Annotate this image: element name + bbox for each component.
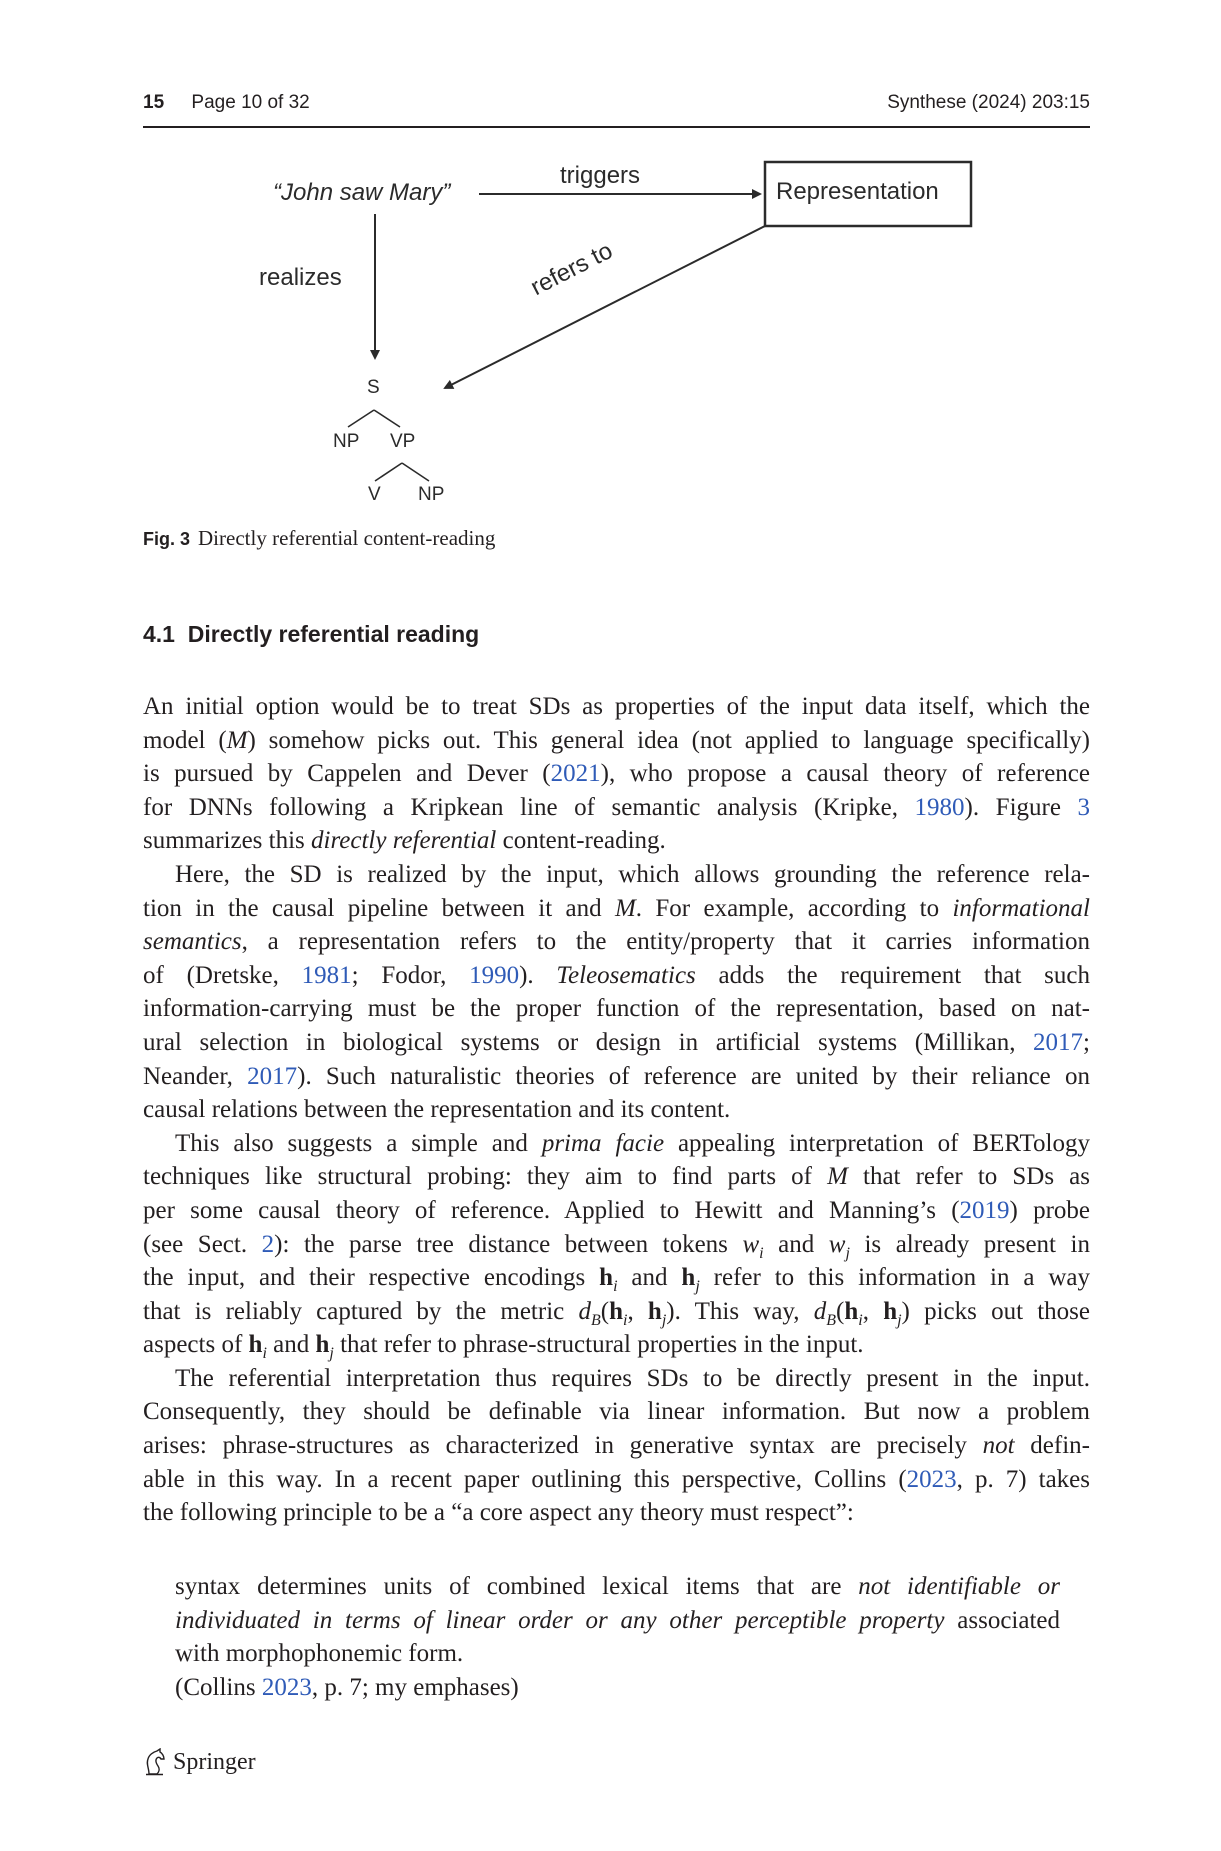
- text-line: of (Dretske, 1981; Fodor, 1990). Teleosematics adds the requirement that such: [143, 961, 1090, 989]
- representation-label: Representation: [776, 178, 939, 205]
- citation-link[interactable]: 2019: [959, 1196, 1010, 1224]
- section-heading: [143, 621, 479, 648]
- tree-node-np: NP: [333, 431, 360, 452]
- sentence-label: “John saw Mary”: [273, 179, 451, 206]
- triggers-label: triggers: [560, 162, 641, 189]
- citation-link[interactable]: 2017: [247, 1062, 298, 1090]
- text-line: is pursued by Cappelen and Dever (2021), who propose a causal theory of reference: [143, 760, 1090, 788]
- text-line: the following principle to be a “a core aspect any theory must respect”:: [143, 1499, 854, 1527]
- citation-link[interactable]: 1980: [914, 793, 965, 821]
- realizes-label: realizes: [259, 264, 342, 291]
- page-number: 15: [143, 92, 165, 113]
- text-line: ural selection in biological systems or design in artificial systems (Millikan, 2017;: [143, 1028, 1090, 1056]
- publisher-name: Springer: [173, 1748, 256, 1775]
- text-line: model (M) somehow picks out. This general idea (not applied to language specifically): [143, 726, 1090, 754]
- text-line: for DNNs following a Kripkean line of semantic analysis (Kripke, 1980). Figure 3: [143, 793, 1090, 821]
- citation-link[interactable]: 2023: [261, 1673, 312, 1701]
- text-line: An initial option would be to treat SDs as properties of the input data itself, which the: [143, 693, 1090, 720]
- text-line: causal relations between the representation and its content.: [143, 1096, 731, 1124]
- text-line: that is reliably captured by the metric $d_B(h_i$, $h_j$). This way, $d_B(h_i$, $h_j$) picks out those: [143, 1297, 1090, 1329]
- figure-caption: [143, 526, 495, 551]
- text-line: The referential interpretation thus requires SDs to be directly present in the input.: [175, 1364, 1090, 1392]
- text-line: (see Sect. 2): the parse tree distance between tokens $w_i$ and $w_j$ is already present in: [143, 1230, 1090, 1262]
- text-line: Neander, 2017). Such naturalistic theories of reference are united by their reliance on: [143, 1062, 1090, 1090]
- figure-diagram: [143, 150, 1090, 530]
- quote-attribution: (Collins 2023, p. 7; my emphases): [175, 1673, 519, 1701]
- header-rule: [143, 126, 1090, 128]
- text-line: able in this way. In a recent paper outlining this perspective, Collins (2023, p. 7) takes: [143, 1465, 1091, 1493]
- quote-line: individuated in terms of linear order or any other perceptible property associated: [175, 1606, 1060, 1634]
- running-header: [143, 92, 1090, 120]
- citation-link[interactable]: 2021: [550, 760, 601, 788]
- section-ref-link[interactable]: 2: [261, 1230, 275, 1258]
- model-symbol: M: [226, 726, 248, 754]
- citation-link[interactable]: 1990: [469, 961, 520, 989]
- citation-link[interactable]: 1981: [301, 961, 352, 989]
- tree-node-vp: VP: [390, 431, 416, 452]
- block-quote: [175, 1570, 1060, 1704]
- springer-horse-icon: [143, 1748, 167, 1776]
- page-of: Page 10 of 32: [191, 92, 310, 113]
- text-line: Consequently, they should be definable via linear information. But now a problem: [143, 1398, 1090, 1426]
- model-symbol: M: [614, 894, 636, 922]
- model-symbol: M: [827, 1163, 848, 1191]
- text-line: semantics, a representation refers to the entity/property that it carries information: [143, 928, 1090, 956]
- text-line: arises: phrase-structures as characterized in generative syntax are precisely not defin-: [143, 1432, 1090, 1460]
- quote-line: syntax determines units of combined lexical items that are not identifiable or: [175, 1573, 1060, 1600]
- tree-node-v: V: [368, 484, 381, 505]
- text-line: tion in the causal pipeline between it and M. For example, according to informational: [143, 894, 1090, 922]
- caption-label: Fig. 3: [143, 529, 191, 549]
- text-line: summarizes this directly referential content-reading.: [143, 827, 666, 855]
- text-line: the input, and their respective encodings $h_i$ and $h_j$ refer to this information in a way: [143, 1264, 1090, 1296]
- tree-node-s: S: [367, 377, 380, 398]
- quote-line: with morphophonemic form.: [175, 1640, 464, 1668]
- tree-node-np-object: NP: [418, 484, 445, 505]
- section-number: 4.1: [143, 621, 175, 647]
- citation-link[interactable]: 2023: [906, 1465, 957, 1493]
- text-line: This also suggests a simple and prima facie appealing interpretation of BERTology: [175, 1129, 1090, 1157]
- text-line: techniques like structural probing: they aim to find parts of M that refer to SDs as: [143, 1163, 1090, 1191]
- citation-link[interactable]: 2017: [1033, 1028, 1084, 1056]
- text-line: aspects of $h_i$ and $h_j$ that refer to phrase-structural properties in the input.: [143, 1331, 864, 1363]
- refers-to-label: refers to: [526, 237, 617, 302]
- parse-tree-edges: [348, 410, 429, 481]
- body-text: [143, 690, 1090, 1530]
- figure-ref-link[interactable]: 3: [1077, 793, 1090, 821]
- figure-3: [143, 150, 1090, 530]
- text-line: per some causal theory of reference. Applied to Hewitt and Manning’s (2019) probe: [143, 1196, 1091, 1224]
- section-title: Directly referential reading: [187, 621, 480, 647]
- text-line: information-carrying must be the proper function of the representation, based on nat-: [143, 995, 1090, 1023]
- caption-text: Directly referential content-reading: [198, 526, 496, 550]
- journal-citation: Synthese (2024) 203:15: [887, 92, 1090, 113]
- publisher-footer: [143, 1748, 256, 1776]
- text-line: Here, the SD is realized by the input, which allows grounding the reference rela-: [175, 860, 1090, 888]
